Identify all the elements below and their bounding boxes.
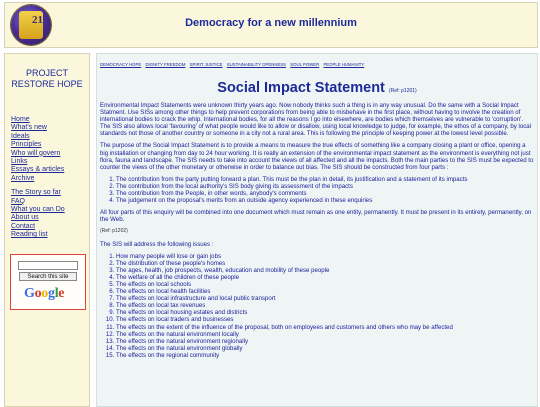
list-item: 11. The effects on the extent of the influence of the proposal, both on employees and customers and others who may be affected xyxy=(116,324,534,331)
sidebar xyxy=(4,53,90,407)
nav-link-principles[interactable]: Principles xyxy=(11,141,42,149)
google-letter: o xyxy=(34,286,42,301)
nav-link-links[interactable]: Links xyxy=(11,158,28,166)
nav-link-whats-new[interactable]: What's new xyxy=(11,124,47,132)
page-title-ref: (Ref: p1201) xyxy=(388,88,417,94)
topic-link[interactable]: DIGNITY FREEDOM xyxy=(145,62,186,67)
topic-link[interactable]: DEMOCRACY HOPE xyxy=(100,62,142,67)
nav-link-archive[interactable]: Archive xyxy=(11,174,35,182)
list-item: 3. The ages, health, job prospects, wealth, education and mobility of these people xyxy=(116,267,534,274)
nav-link-faq[interactable]: FAQ xyxy=(11,197,26,205)
sidebar-nav xyxy=(11,116,89,240)
nav-link-what-you-can-do[interactable]: What you can Do xyxy=(11,206,65,214)
nav-link-essays[interactable]: Essays & articles xyxy=(11,166,65,174)
site-title: Democracy for a new millennium xyxy=(185,17,357,29)
list-item: 1. The contribution from the party putting forward a plan. This must be the plan in detail, its justification and a statement of its impacts xyxy=(116,176,534,183)
list-item: 15. The effects on the regional community xyxy=(116,352,534,359)
list-item: 9. The effects on local housing estates and districts xyxy=(116,309,534,316)
list-item: 7. The effects on local infrastructure and local public transport xyxy=(116,295,534,302)
site-header xyxy=(4,2,538,48)
list-item: 13. The effects on the natural environment regionally xyxy=(116,338,534,345)
topic-link[interactable]: PEOPLE HUMANITY xyxy=(323,62,365,67)
list-item: 14. The effects on the natural environment globally xyxy=(116,345,534,352)
issues-list xyxy=(100,253,534,359)
topic-nav xyxy=(100,62,367,67)
page-title xyxy=(97,80,537,96)
list-item: 12. The effects on the natural environment locally xyxy=(116,331,534,338)
list-item: 2. The distribution of these people's homes xyxy=(116,260,534,267)
issues-intro: The SIS will address the following issues : xyxy=(100,240,214,248)
nav-link-ideals[interactable]: Ideals xyxy=(11,132,30,140)
article-body xyxy=(100,102,534,364)
main-content xyxy=(96,53,538,407)
nav-link-story[interactable]: The Story so far xyxy=(11,189,61,197)
paragraph-combined: All four parts of this enquiry will be combined into one document which must remain as one entity, permanently. It must be present in its entirety, permanently, on the Web. xyxy=(100,209,532,224)
parts-list xyxy=(100,176,534,204)
nav-link-reading-list[interactable]: Reading list xyxy=(11,231,48,239)
google-letter: e xyxy=(58,286,65,301)
list-item: 5. The effects on local schools xyxy=(116,281,534,288)
google-letter: o xyxy=(41,286,48,301)
topic-link[interactable]: SPIRIT JUSTICE xyxy=(189,62,223,67)
list-item: 2. The contribution from the local authority's SIS body giving its assessment of the impacts xyxy=(116,183,534,190)
site-search-box xyxy=(10,254,86,310)
logo-text: 21 xyxy=(32,14,43,26)
nav-link-contact[interactable]: Contact xyxy=(11,222,36,230)
search-input[interactable] xyxy=(18,261,78,270)
google-letter: g xyxy=(48,286,55,301)
list-item: 4. The judgement on the proposal's merits from an outside agency experienced in these enquiries xyxy=(116,197,534,204)
paragraph-purpose: The purpose of the Social Impact Statement is to provide a means to measure the true effects of something like a company closing a plant or office, opening a big installation or changing from day to 24 hour working. It is really an extension of the environmental impact statement as the environment is everything not just flora, fauna and landscape. The SIS needs to take into account the views of all affected and all the impacts. Both the main parties to the SIS must be expected to counter the views of the other monetary or otherwise in order to balance out bias. The SIS should be constructed from four parts : xyxy=(100,142,534,171)
topic-link[interactable]: SOUL POWER xyxy=(290,62,320,67)
nav-link-who-will-govern[interactable]: Who will govern xyxy=(11,149,61,157)
project-title: PROJECT RESTORE HOPE xyxy=(11,68,83,89)
list-item: 1. How many people will lose or gain jobs xyxy=(116,253,534,260)
list-item: 6. The effects on local health facilities xyxy=(116,288,534,295)
list-item: 8. The effects on local tax revenues xyxy=(116,302,534,309)
nav-link-about-us[interactable]: About us xyxy=(11,214,39,222)
page-title-text: Social Impact Statement xyxy=(217,80,385,96)
search-button[interactable]: Search this site xyxy=(19,272,77,281)
google-letter: G xyxy=(24,286,35,301)
paragraph-intro: Environmental Impact Statements were unknown thirty years ago. Now nobody thinks such a thing is in any way unusual. Do the same with a Social Impact Statment. Use SISs among other things to help prevent corporations from being able to misbehave in the first place, without having to involve the creation of international bodies to crack the whip. International bodies, for all the reasons I go into elsewhere, are bodies which themselves are vulnerable to 'corruption'. The SIS also allows local 'favouring' of what people would like to allow or disallow, using local knowledge to judge, for example, the ethos of a company, by local standards not those of another country or someone in a city not a rural area. This is following the principle of keeping power at the lowest level possible. xyxy=(100,102,532,138)
list-item: 4. The welfare of all the children of these people xyxy=(116,274,534,281)
nav-link-home[interactable]: Home xyxy=(11,116,30,123)
google-logo xyxy=(24,286,64,302)
topic-link[interactable]: SUSTAINABILITY OPENNESS xyxy=(226,62,287,67)
reference-note: (Ref: p1202) xyxy=(100,228,128,235)
list-item: 3. The contribution from the People, in other words, anybody's comments xyxy=(116,190,534,197)
list-item: 10. The effects on local traders and businesses xyxy=(116,316,534,323)
google-letter: l xyxy=(54,286,59,301)
